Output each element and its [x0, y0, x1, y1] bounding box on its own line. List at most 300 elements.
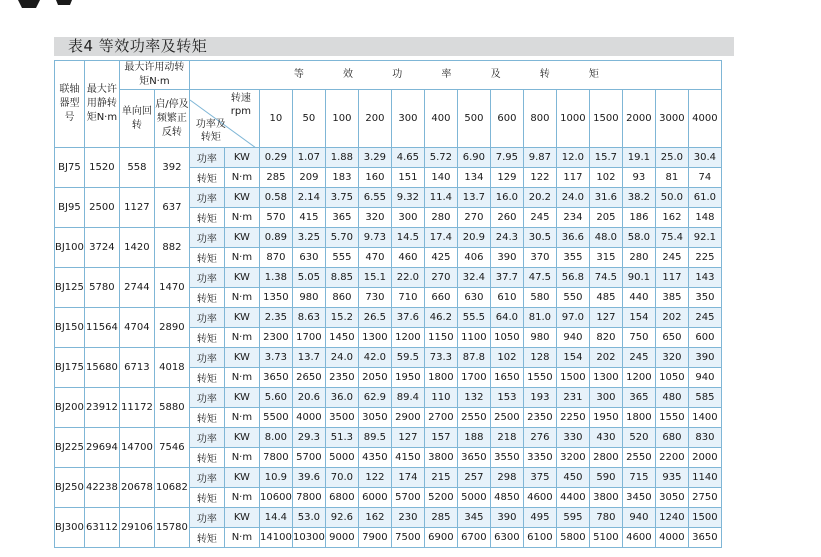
row-one-way-torque: 20678	[119, 468, 154, 508]
torque-label: 转矩	[189, 168, 224, 188]
power-label: 功率	[189, 428, 224, 448]
power-value-cell: 154	[622, 308, 655, 328]
torque-value-cell: 6300	[490, 528, 523, 548]
power-value-cell: 174	[391, 468, 424, 488]
header-speed-value: 4000	[688, 90, 721, 148]
power-value-cell: 15.7	[589, 148, 622, 168]
torque-value-cell: 234	[556, 208, 589, 228]
torque-value-cell: 4000	[292, 408, 325, 428]
torque-value-cell: 140	[424, 168, 457, 188]
power-value-cell: 154	[556, 348, 589, 368]
torque-value-cell: 300	[391, 208, 424, 228]
row-model: BJ175	[55, 348, 85, 388]
torque-value-cell: 4000	[655, 528, 688, 548]
row-model: BJ100	[55, 228, 85, 268]
power-value-cell: 345	[457, 508, 490, 528]
row-static-torque: 5780	[84, 268, 119, 308]
torque-value-cell: 186	[622, 208, 655, 228]
power-value-cell: 2.14	[292, 188, 325, 208]
table-row	[55, 188, 722, 208]
torque-value-cell: 93	[622, 168, 655, 188]
torque-value-cell: 820	[589, 328, 622, 348]
row-start-stop-torque: 15780	[154, 508, 189, 548]
power-value-cell: 19.1	[622, 148, 655, 168]
row-one-way-torque: 1420	[119, 228, 154, 268]
power-value-cell: 62.9	[358, 388, 391, 408]
power-value-cell: 10.9	[259, 468, 292, 488]
torque-value-cell: 1300	[589, 368, 622, 388]
power-label: 功率	[189, 388, 224, 408]
torque-unit: N·m	[224, 488, 259, 508]
power-value-cell: 14.5	[391, 228, 424, 248]
power-value-cell: 92.6	[325, 508, 358, 528]
header-speed-value: 800	[523, 90, 556, 148]
row-one-way-torque: 11172	[119, 388, 154, 428]
torque-value-cell: 3500	[325, 408, 358, 428]
power-value-cell: 590	[589, 468, 622, 488]
power-value-cell: 37.6	[391, 308, 424, 328]
power-value-cell: 320	[655, 348, 688, 368]
torque-value-cell: 285	[259, 168, 292, 188]
power-value-cell: 780	[589, 508, 622, 528]
power-value-cell: 330	[556, 428, 589, 448]
power-value-cell: 162	[358, 508, 391, 528]
power-unit: KW	[224, 148, 259, 168]
power-value-cell: 24.0	[325, 348, 358, 368]
torque-value-cell: 440	[622, 288, 655, 308]
power-value-cell: 64.0	[490, 308, 523, 328]
equivalent-power-torque-table	[54, 60, 722, 548]
power-value-cell: 20.9	[457, 228, 490, 248]
torque-label: 转矩	[189, 528, 224, 548]
power-label: 功率	[189, 148, 224, 168]
row-one-way-torque: 2744	[119, 268, 154, 308]
torque-value-cell: 3050	[358, 408, 391, 428]
power-value-cell: 218	[490, 428, 523, 448]
torque-value-cell: 860	[325, 288, 358, 308]
torque-value-cell: 5000	[325, 448, 358, 468]
torque-value-cell: 3350	[523, 448, 556, 468]
power-unit: KW	[224, 388, 259, 408]
power-label: 功率	[189, 308, 224, 328]
row-static-torque: 42238	[84, 468, 119, 508]
torque-value-cell: 209	[292, 168, 325, 188]
power-label: 功率	[189, 268, 224, 288]
torque-value-cell: 630	[457, 288, 490, 308]
power-value-cell: 375	[523, 468, 556, 488]
power-value-cell: 245	[688, 308, 721, 328]
torque-value-cell: 2900	[391, 408, 424, 428]
torque-value-cell: 2500	[490, 408, 523, 428]
power-unit: KW	[224, 428, 259, 448]
table-row	[55, 308, 722, 328]
power-value-cell: 32.4	[457, 268, 490, 288]
power-value-cell: 202	[589, 348, 622, 368]
torque-value-cell: 1200	[391, 328, 424, 348]
torque-value-cell: 650	[655, 328, 688, 348]
power-value-cell: 36.6	[556, 228, 589, 248]
table-row	[55, 508, 722, 528]
power-value-cell: 59.5	[391, 348, 424, 368]
torque-value-cell: 9000	[325, 528, 358, 548]
power-value-cell: 89.4	[391, 388, 424, 408]
torque-value-cell: 1050	[655, 368, 688, 388]
torque-value-cell: 1050	[490, 328, 523, 348]
row-start-stop-torque: 7546	[154, 428, 189, 468]
torque-value-cell: 4850	[490, 488, 523, 508]
torque-value-cell: 280	[424, 208, 457, 228]
torque-unit: N·m	[224, 408, 259, 428]
power-value-cell: 830	[688, 428, 721, 448]
torque-value-cell: 134	[457, 168, 490, 188]
torque-value-cell: 570	[259, 208, 292, 228]
header-static-torque: 最大许用静转矩N·m	[84, 61, 119, 148]
torque-value-cell: 660	[424, 288, 457, 308]
header-speed: 转速rpm	[230, 93, 251, 117]
torque-value-cell: 610	[490, 288, 523, 308]
power-value-cell: 37.7	[490, 268, 523, 288]
power-value-cell: 110	[424, 388, 457, 408]
torque-label: 转矩	[189, 368, 224, 388]
torque-value-cell: 1150	[424, 328, 457, 348]
row-static-torque: 2500	[84, 188, 119, 228]
torque-label: 转矩	[189, 448, 224, 468]
row-one-way-torque: 1127	[119, 188, 154, 228]
power-value-cell: 520	[622, 428, 655, 448]
torque-value-cell: 1450	[325, 328, 358, 348]
torque-value-cell: 74	[688, 168, 721, 188]
torque-value-cell: 6700	[457, 528, 490, 548]
power-value-cell: 5.72	[424, 148, 457, 168]
power-value-cell: 127	[391, 428, 424, 448]
torque-value-cell: 415	[292, 208, 325, 228]
torque-value-cell: 2550	[457, 408, 490, 428]
torque-value-cell: 1300	[358, 328, 391, 348]
torque-value-cell: 245	[523, 208, 556, 228]
torque-value-cell: 160	[358, 168, 391, 188]
torque-value-cell: 245	[655, 248, 688, 268]
row-start-stop-torque: 882	[154, 228, 189, 268]
header-speed-value: 200	[358, 90, 391, 148]
torque-value-cell: 4150	[391, 448, 424, 468]
power-value-cell: 0.29	[259, 148, 292, 168]
torque-value-cell: 162	[655, 208, 688, 228]
row-static-torque: 29694	[84, 428, 119, 468]
torque-value-cell: 5200	[424, 488, 457, 508]
power-value-cell: 89.5	[358, 428, 391, 448]
torque-label: 转矩	[189, 328, 224, 348]
power-value-cell: 450	[556, 468, 589, 488]
torque-value-cell: 4400	[556, 488, 589, 508]
torque-value-cell: 10600	[259, 488, 292, 508]
table-row	[55, 268, 722, 288]
power-value-cell: 9.32	[391, 188, 424, 208]
torque-unit: N·m	[224, 368, 259, 388]
power-label: 功率	[189, 508, 224, 528]
torque-value-cell: 148	[688, 208, 721, 228]
power-unit: KW	[224, 228, 259, 248]
power-value-cell: 715	[622, 468, 655, 488]
torque-label: 转矩	[189, 408, 224, 428]
power-value-cell: 230	[391, 508, 424, 528]
power-value-cell: 15.2	[325, 308, 358, 328]
power-value-cell: 1140	[688, 468, 721, 488]
torque-value-cell: 4350	[358, 448, 391, 468]
torque-value-cell: 630	[292, 248, 325, 268]
torque-unit: N·m	[224, 248, 259, 268]
power-value-cell: 157	[424, 428, 457, 448]
power-value-cell: 58.0	[622, 228, 655, 248]
power-value-cell: 298	[490, 468, 523, 488]
table-row	[55, 228, 722, 248]
row-start-stop-torque: 637	[154, 188, 189, 228]
torque-value-cell: 7500	[391, 528, 424, 548]
power-value-cell: 8.63	[292, 308, 325, 328]
torque-value-cell: 6800	[325, 488, 358, 508]
power-value-cell: 1.88	[325, 148, 358, 168]
row-start-stop-torque: 2890	[154, 308, 189, 348]
torque-value-cell: 280	[622, 248, 655, 268]
power-value-cell: 1500	[688, 508, 721, 528]
row-static-torque: 1520	[84, 148, 119, 188]
torque-value-cell: 151	[391, 168, 424, 188]
power-value-cell: 430	[589, 428, 622, 448]
torque-value-cell: 2350	[325, 368, 358, 388]
power-value-cell: 117	[655, 268, 688, 288]
power-unit: KW	[224, 508, 259, 528]
torque-value-cell: 385	[655, 288, 688, 308]
torque-value-cell: 7800	[259, 448, 292, 468]
torque-value-cell: 1400	[688, 408, 721, 428]
header-start-stop: 启/停及频繁正反转	[154, 90, 189, 148]
table-title-bar	[54, 37, 734, 56]
torque-value-cell: 5100	[589, 528, 622, 548]
power-value-cell: 26.5	[358, 308, 391, 328]
power-value-cell: 9.73	[358, 228, 391, 248]
torque-value-cell: 129	[490, 168, 523, 188]
torque-value-cell: 7800	[292, 488, 325, 508]
torque-unit: N·m	[224, 168, 259, 188]
torque-value-cell: 10300	[292, 528, 325, 548]
power-unit: KW	[224, 268, 259, 288]
power-value-cell: 940	[622, 508, 655, 528]
torque-value-cell: 3800	[589, 488, 622, 508]
row-static-torque: 11564	[84, 308, 119, 348]
header-speed-value: 100	[325, 90, 358, 148]
power-value-cell: 4.65	[391, 148, 424, 168]
row-start-stop-torque: 10682	[154, 468, 189, 508]
power-value-cell: 6.90	[457, 148, 490, 168]
header-speed-value: 1500	[589, 90, 622, 148]
torque-value-cell: 320	[358, 208, 391, 228]
torque-value-cell: 1800	[622, 408, 655, 428]
torque-value-cell: 6000	[358, 488, 391, 508]
torque-value-cell: 1550	[523, 368, 556, 388]
torque-unit: N·m	[224, 288, 259, 308]
power-value-cell: 188	[457, 428, 490, 448]
power-value-cell: 245	[622, 348, 655, 368]
power-value-cell: 0.89	[259, 228, 292, 248]
torque-value-cell: 2000	[688, 448, 721, 468]
torque-value-cell: 406	[457, 248, 490, 268]
table-row	[55, 468, 722, 488]
power-value-cell: 935	[655, 468, 688, 488]
torque-value-cell: 1950	[589, 408, 622, 428]
torque-unit: N·m	[224, 448, 259, 468]
power-value-cell: 29.3	[292, 428, 325, 448]
row-model: BJ250	[55, 468, 85, 508]
power-value-cell: 390	[490, 508, 523, 528]
torque-value-cell: 270	[457, 208, 490, 228]
torque-label: 转矩	[189, 288, 224, 308]
power-value-cell: 30.4	[688, 148, 721, 168]
torque-value-cell: 2050	[358, 368, 391, 388]
torque-value-cell: 2200	[655, 448, 688, 468]
power-value-cell: 39.6	[292, 468, 325, 488]
torque-value-cell: 3650	[259, 368, 292, 388]
torque-value-cell: 117	[556, 168, 589, 188]
row-one-way-torque: 4704	[119, 308, 154, 348]
row-model: BJ125	[55, 268, 85, 308]
power-value-cell: 87.8	[457, 348, 490, 368]
power-value-cell: 30.5	[523, 228, 556, 248]
row-model: BJ75	[55, 148, 85, 188]
torque-value-cell: 370	[523, 248, 556, 268]
power-value-cell: 42.0	[358, 348, 391, 368]
power-value-cell: 74.5	[589, 268, 622, 288]
row-one-way-torque: 29106	[119, 508, 154, 548]
power-unit: KW	[224, 348, 259, 368]
power-value-cell: 11.4	[424, 188, 457, 208]
power-value-cell: 24.0	[556, 188, 589, 208]
power-value-cell: 257	[457, 468, 490, 488]
torque-value-cell: 350	[688, 288, 721, 308]
torque-value-cell: 3200	[556, 448, 589, 468]
header-speed-value: 50	[292, 90, 325, 148]
power-value-cell: 215	[424, 468, 457, 488]
power-value-cell: 8.00	[259, 428, 292, 448]
power-value-cell: 38.2	[622, 188, 655, 208]
torque-value-cell: 390	[490, 248, 523, 268]
power-value-cell: 231	[556, 388, 589, 408]
header-power-torque: 功率及转矩	[195, 119, 226, 143]
power-label: 功率	[189, 468, 224, 488]
power-value-cell: 22.0	[391, 268, 424, 288]
power-value-cell: 6.55	[358, 188, 391, 208]
power-value-cell: 14.4	[259, 508, 292, 528]
power-value-cell: 5.60	[259, 388, 292, 408]
power-value-cell: 50.0	[655, 188, 688, 208]
power-value-cell: 3.73	[259, 348, 292, 368]
torque-value-cell: 2800	[589, 448, 622, 468]
torque-value-cell: 1700	[292, 328, 325, 348]
table-row	[55, 388, 722, 408]
torque-value-cell: 2700	[424, 408, 457, 428]
power-value-cell: 1240	[655, 508, 688, 528]
torque-value-cell: 1200	[622, 368, 655, 388]
row-model: BJ150	[55, 308, 85, 348]
torque-label: 转矩	[189, 208, 224, 228]
power-value-cell: 7.95	[490, 148, 523, 168]
torque-value-cell: 555	[325, 248, 358, 268]
power-value-cell: 0.58	[259, 188, 292, 208]
torque-value-cell: 870	[259, 248, 292, 268]
power-value-cell: 153	[490, 388, 523, 408]
torque-value-cell: 2300	[259, 328, 292, 348]
power-value-cell: 56.8	[556, 268, 589, 288]
torque-unit: N·m	[224, 528, 259, 548]
torque-value-cell: 710	[391, 288, 424, 308]
power-value-cell: 5.70	[325, 228, 358, 248]
power-value-cell: 20.6	[292, 388, 325, 408]
torque-value-cell: 1700	[457, 368, 490, 388]
table-row	[55, 428, 722, 448]
power-value-cell: 390	[688, 348, 721, 368]
power-value-cell: 132	[457, 388, 490, 408]
power-value-cell: 48.0	[589, 228, 622, 248]
torque-value-cell: 980	[523, 328, 556, 348]
torque-value-cell: 5800	[556, 528, 589, 548]
row-static-torque: 63112	[84, 508, 119, 548]
torque-value-cell: 14100	[259, 528, 292, 548]
torque-value-cell: 980	[292, 288, 325, 308]
torque-value-cell: 355	[556, 248, 589, 268]
power-unit: KW	[224, 188, 259, 208]
row-start-stop-torque: 392	[154, 148, 189, 188]
torque-value-cell: 460	[391, 248, 424, 268]
power-value-cell: 81.0	[523, 308, 556, 328]
power-value-cell: 73.3	[424, 348, 457, 368]
torque-value-cell: 470	[358, 248, 391, 268]
torque-value-cell: 122	[523, 168, 556, 188]
power-value-cell: 90.1	[622, 268, 655, 288]
power-value-cell: 17.4	[424, 228, 457, 248]
power-value-cell: 270	[424, 268, 457, 288]
power-value-cell: 15.1	[358, 268, 391, 288]
torque-value-cell: 3650	[688, 528, 721, 548]
power-value-cell: 3.29	[358, 148, 391, 168]
power-value-cell: 143	[688, 268, 721, 288]
power-value-cell: 46.2	[424, 308, 457, 328]
torque-value-cell: 315	[589, 248, 622, 268]
header-speed-value: 3000	[655, 90, 688, 148]
power-label: 功率	[189, 348, 224, 368]
torque-unit: N·m	[224, 328, 259, 348]
power-value-cell: 36.0	[325, 388, 358, 408]
torque-value-cell: 5000	[457, 488, 490, 508]
power-label: 功率	[189, 228, 224, 248]
torque-value-cell: 365	[325, 208, 358, 228]
torque-value-cell: 600	[688, 328, 721, 348]
row-model: BJ200	[55, 388, 85, 428]
power-value-cell: 16.0	[490, 188, 523, 208]
power-value-cell: 25.0	[655, 148, 688, 168]
torque-value-cell: 5700	[292, 448, 325, 468]
power-value-cell: 47.5	[523, 268, 556, 288]
row-one-way-torque: 6713	[119, 348, 154, 388]
power-value-cell: 128	[523, 348, 556, 368]
torque-label: 转矩	[189, 248, 224, 268]
torque-value-cell: 3450	[622, 488, 655, 508]
header-speed-value: 500	[457, 90, 490, 148]
power-label: 功率	[189, 188, 224, 208]
torque-value-cell: 81	[655, 168, 688, 188]
power-value-cell: 51.3	[325, 428, 358, 448]
power-value-cell: 122	[358, 468, 391, 488]
row-static-torque: 3724	[84, 228, 119, 268]
power-value-cell: 102	[490, 348, 523, 368]
power-value-cell: 202	[655, 308, 688, 328]
